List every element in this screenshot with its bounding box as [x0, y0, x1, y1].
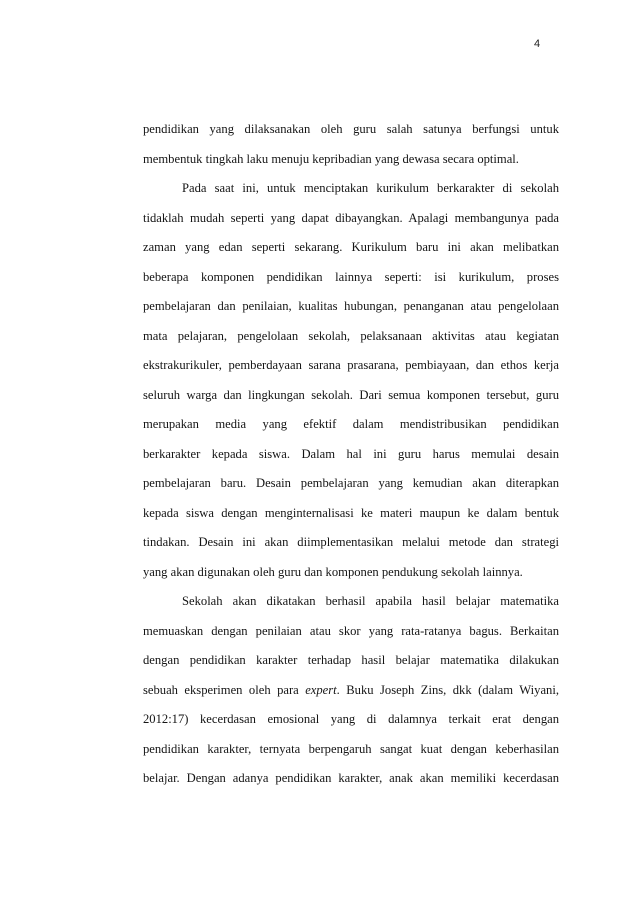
text-line: yang akan digunakan oleh guru dan komponen pendukung sekolah lainnya.	[143, 564, 523, 579]
text-segment: sebuah eksperimen oleh para	[143, 682, 306, 697]
text-line: seluruh warga dan lingkungan sekolah. Dari semua komponen tersebut, guru	[143, 387, 559, 402]
page-number: 4	[534, 38, 541, 50]
text-line: tidaklah mudah seperti yang dapat dibayangkan. Apalagi membangunya pada	[143, 210, 559, 225]
text-segment: . Buku Joseph Zins, dkk (dalam Wiyani,	[336, 682, 559, 697]
text-line: pembelajaran baru. Desain pembelajaran yang kemudian akan diterapkan	[143, 476, 559, 490]
text-line-with-italic	[143, 679, 559, 709]
text-line: berkarakter kepada siswa. Dalam hal ini guru harus memulai desain	[143, 446, 559, 461]
paragraph-start-line: Pada saat ini, untuk menciptakan kurikulum berkarakter di sekolah	[182, 181, 559, 195]
text-line: pendidikan karakter, ternyata berpengaruh sangat kuat dengan keberhasilan	[143, 741, 559, 756]
text-line: belajar. Dengan adanya pendidikan karakter, anak akan memiliki kecerdasan	[143, 771, 559, 785]
text-line: merupakan media yang efektif dalam mendistribusikan pendidikan	[143, 417, 559, 431]
text-line: pembelajaran dan penilaian, kualitas hubungan, penanganan atau pengelolaan	[143, 299, 559, 313]
text-line: membentuk tingkah laku menuju kepribadian yang dewasa secara optimal.	[143, 151, 519, 166]
text-line: memuaskan dengan penilaian atau skor yang rata-ratanya bagus. Berkaitan	[143, 623, 559, 638]
text-line: zaman yang edan seperti sekarang. Kurikulum baru ini akan melibatkan	[143, 240, 559, 254]
paragraph-start-line: Sekolah akan dikatakan berhasil apabila hasil belajar matematika	[182, 594, 559, 608]
text-line: mata pelajaran, pengelolaan sekolah, pelaksanaan aktivitas atau kegiatan	[143, 328, 559, 343]
text-line: 2012:17) kecerdasan emosional yang di dalamnya terkait erat dengan	[143, 712, 559, 726]
text-line: kepada siswa dengan menginternalisasi ke materi maupun ke dalam bentuk	[143, 505, 559, 520]
text-line: pendidikan yang dilaksanakan oleh guru salah satunya berfungsi untuk	[143, 122, 559, 136]
italic-term: expert	[305, 682, 337, 697]
text-line: tindakan. Desain ini akan diimplementasikan melalui metode dan strategi	[143, 535, 559, 549]
text-line: beberapa komponen pendidikan lainnya seperti: isi kurikulum, proses	[143, 269, 559, 284]
text-line: dengan pendidikan karakter terhadap hasil belajar matematika dilakukan	[143, 653, 559, 667]
text-line: ekstrakurikuler, pemberdayaan sarana prasarana, pembiayaan, dan ethos kerja	[143, 358, 559, 372]
body-text	[143, 118, 559, 797]
